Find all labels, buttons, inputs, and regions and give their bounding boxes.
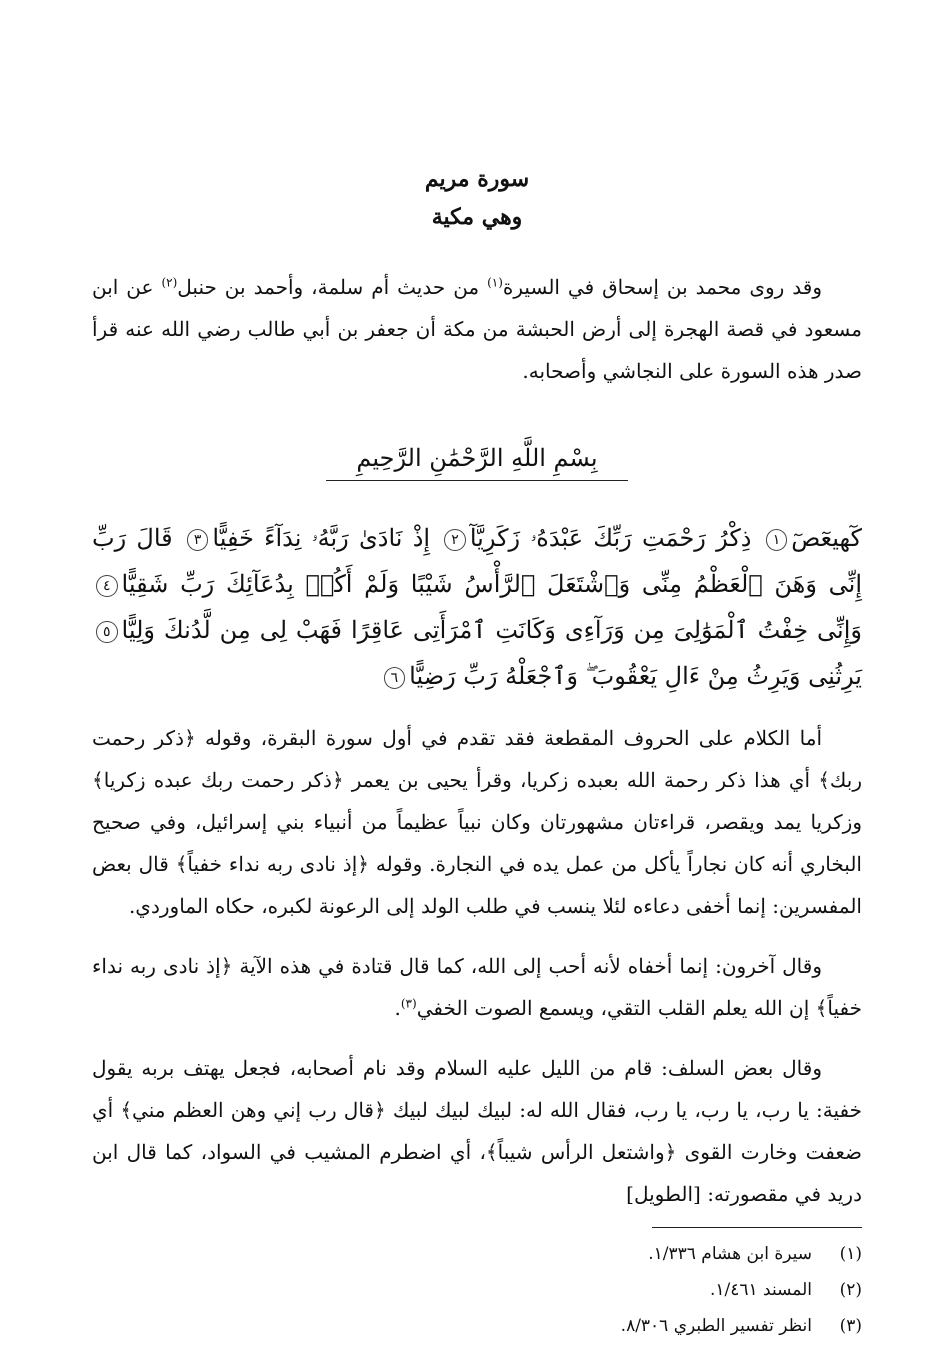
commentary-paragraph-1: أما الكلام على الحروف المقطعة فقد تقدم في أول سورة البقرة، وقوله ﴿ذكر رحمت ربك﴾ أي هذا ذكر رحمة الله بعبده زكريا، وقرأ يحيى بن يعمر ﴿ذكر رحمت ربك عبده زكريا﴾ وزكريا يمد ويقصر، قراءتان مشهورتان وكان نبياً عظيماً من أنبياء بني إسرائيل، وفي صحيح البخاري أنه كان نجاراً يأكل من عمل يده في النجارة. وقوله ﴿إذ نادى ربه نداء خفياً﴾ قال بعض المفسرين: إنما أخفى دعاءه لئلا ينسب في طلب الولد إلى الرعونة لكبره، حكاه الماوردي. — [92, 726, 862, 918]
verse-number-6: ٦ — [384, 667, 406, 689]
intro-text-2: من حديث أم سلمة، وأحمد بن حنبل — [177, 275, 488, 299]
footnote-1-num: (١) — [839, 1244, 862, 1264]
verse-4: قَالَ رَبِّ إِنِّى وَهَنَ ٱلْعَظْمُ مِنِّى وَٱشْتَعَلَ ٱلرَّأْسُ شَيْبًا وَلَمْ أَكُنۢ بِدُعَآئِكَ رَبِّ شَقِيًّا — [92, 524, 863, 598]
verse-3: إِذْ نَادَىٰ رَبَّهُۥ نِدَآءً خَفِيًّا — [212, 524, 431, 552]
footnote-2 — [92, 1272, 862, 1308]
quran-verses — [92, 515, 862, 699]
footnote-divider — [652, 1227, 862, 1228]
footnote-ref-2: (٢) — [161, 275, 178, 290]
footnote-1-text: سيرة ابن هشام ١/٣٣٦. — [648, 1244, 812, 1264]
footnote-3 — [92, 1308, 862, 1344]
footnote-3-text: انظر تفسير الطبري ٨/٣٠٦. — [620, 1316, 812, 1336]
commentary-2-end: . — [394, 996, 401, 1020]
verse-number-3: ٣ — [187, 529, 209, 551]
verse-1: كٓهيعٓصٓ — [791, 524, 862, 552]
surah-title: سورة مريم — [424, 166, 530, 192]
basmala — [92, 438, 862, 481]
footnote-ref-1: (١) — [487, 275, 503, 290]
intro-text-3: عن ابن مسعود في قصة الهجرة إلى أرض الحبشة من مكة أن جعفر بن أبي طالب رضي الله عنه قرأ صدر هذه السورة على النجاشي وأصحابه. — [92, 275, 862, 383]
verse-number-5: ٥ — [96, 621, 118, 643]
footnote-3-num: (٣) — [839, 1316, 862, 1336]
commentary-paragraph-3: وقال بعض السلف: قام من الليل عليه السلام وقد نام أصحابه، فجعل يهتف بربه يقول خفية: يا رب، يا رب، يا رب، فقال الله له: لبيك لبيك لبيك ﴿قال رب إني وهن العظم مني﴾ أي ضعفت وخارت القوى ﴿واشتعل الرأس شيباً﴾، أي اضطرم المشيب في السواد، كما قال ابن دريد في مقصورته: [الطويل] — [92, 1056, 862, 1206]
commentary-paragraph-2 — [92, 945, 862, 1029]
intro-text-1: وقد روى محمد بن إسحاق في السيرة — [502, 275, 822, 299]
verse-6: يَرِثُنِى وَيَرِثُ مِنْ ءَالِ يَعْقُوبَ ۖ وَٱجْعَلْهُ رَبِّ رَضِيًّا — [409, 662, 862, 690]
verse-2: ذِكْرُ رَحْمَتِ رَبِّكَ عَبْدَهُۥ زَكَرِيَّآ — [469, 524, 752, 552]
intro-paragraph — [92, 266, 862, 392]
footnote-1 — [92, 1236, 862, 1272]
verse-number-2: ٢ — [444, 529, 466, 551]
commentary-2-text: وقال آخرون: إنما أخفاه لأنه أحب إلى الله، كما قال قتادة في هذه الآية ﴿إذ نادى ربه نداء خفياً﴾ إن الله يعلم القلب التقي، ويسمع الصوت الخفي — [92, 954, 862, 1020]
footnote-2-num: (٢) — [839, 1280, 862, 1300]
footnote-ref-3: (٣) — [400, 996, 417, 1011]
verse-number-4: ٤ — [96, 575, 118, 597]
surah-subtitle: وهي مكية — [431, 204, 523, 230]
verse-number-1: ١ — [766, 529, 788, 551]
footnotes — [92, 1236, 862, 1344]
page-content — [92, 160, 862, 1344]
footnote-2-text: المسند ١/٤٦١. — [709, 1280, 812, 1300]
verse-5: وَإِنِّى خِفْتُ ٱلْمَوَٰلِىَ مِن وَرَآءِى وَكَانَتِ ٱمْرَأَتِى عَاقِرًا فَهَبْ لِى مِن لَّدُنكَ وَلِيًّا — [121, 616, 862, 644]
basmala-text: بِسْمِ اللَّهِ الرَّحْمَٰنِ الرَّحِيمِ — [326, 438, 627, 481]
